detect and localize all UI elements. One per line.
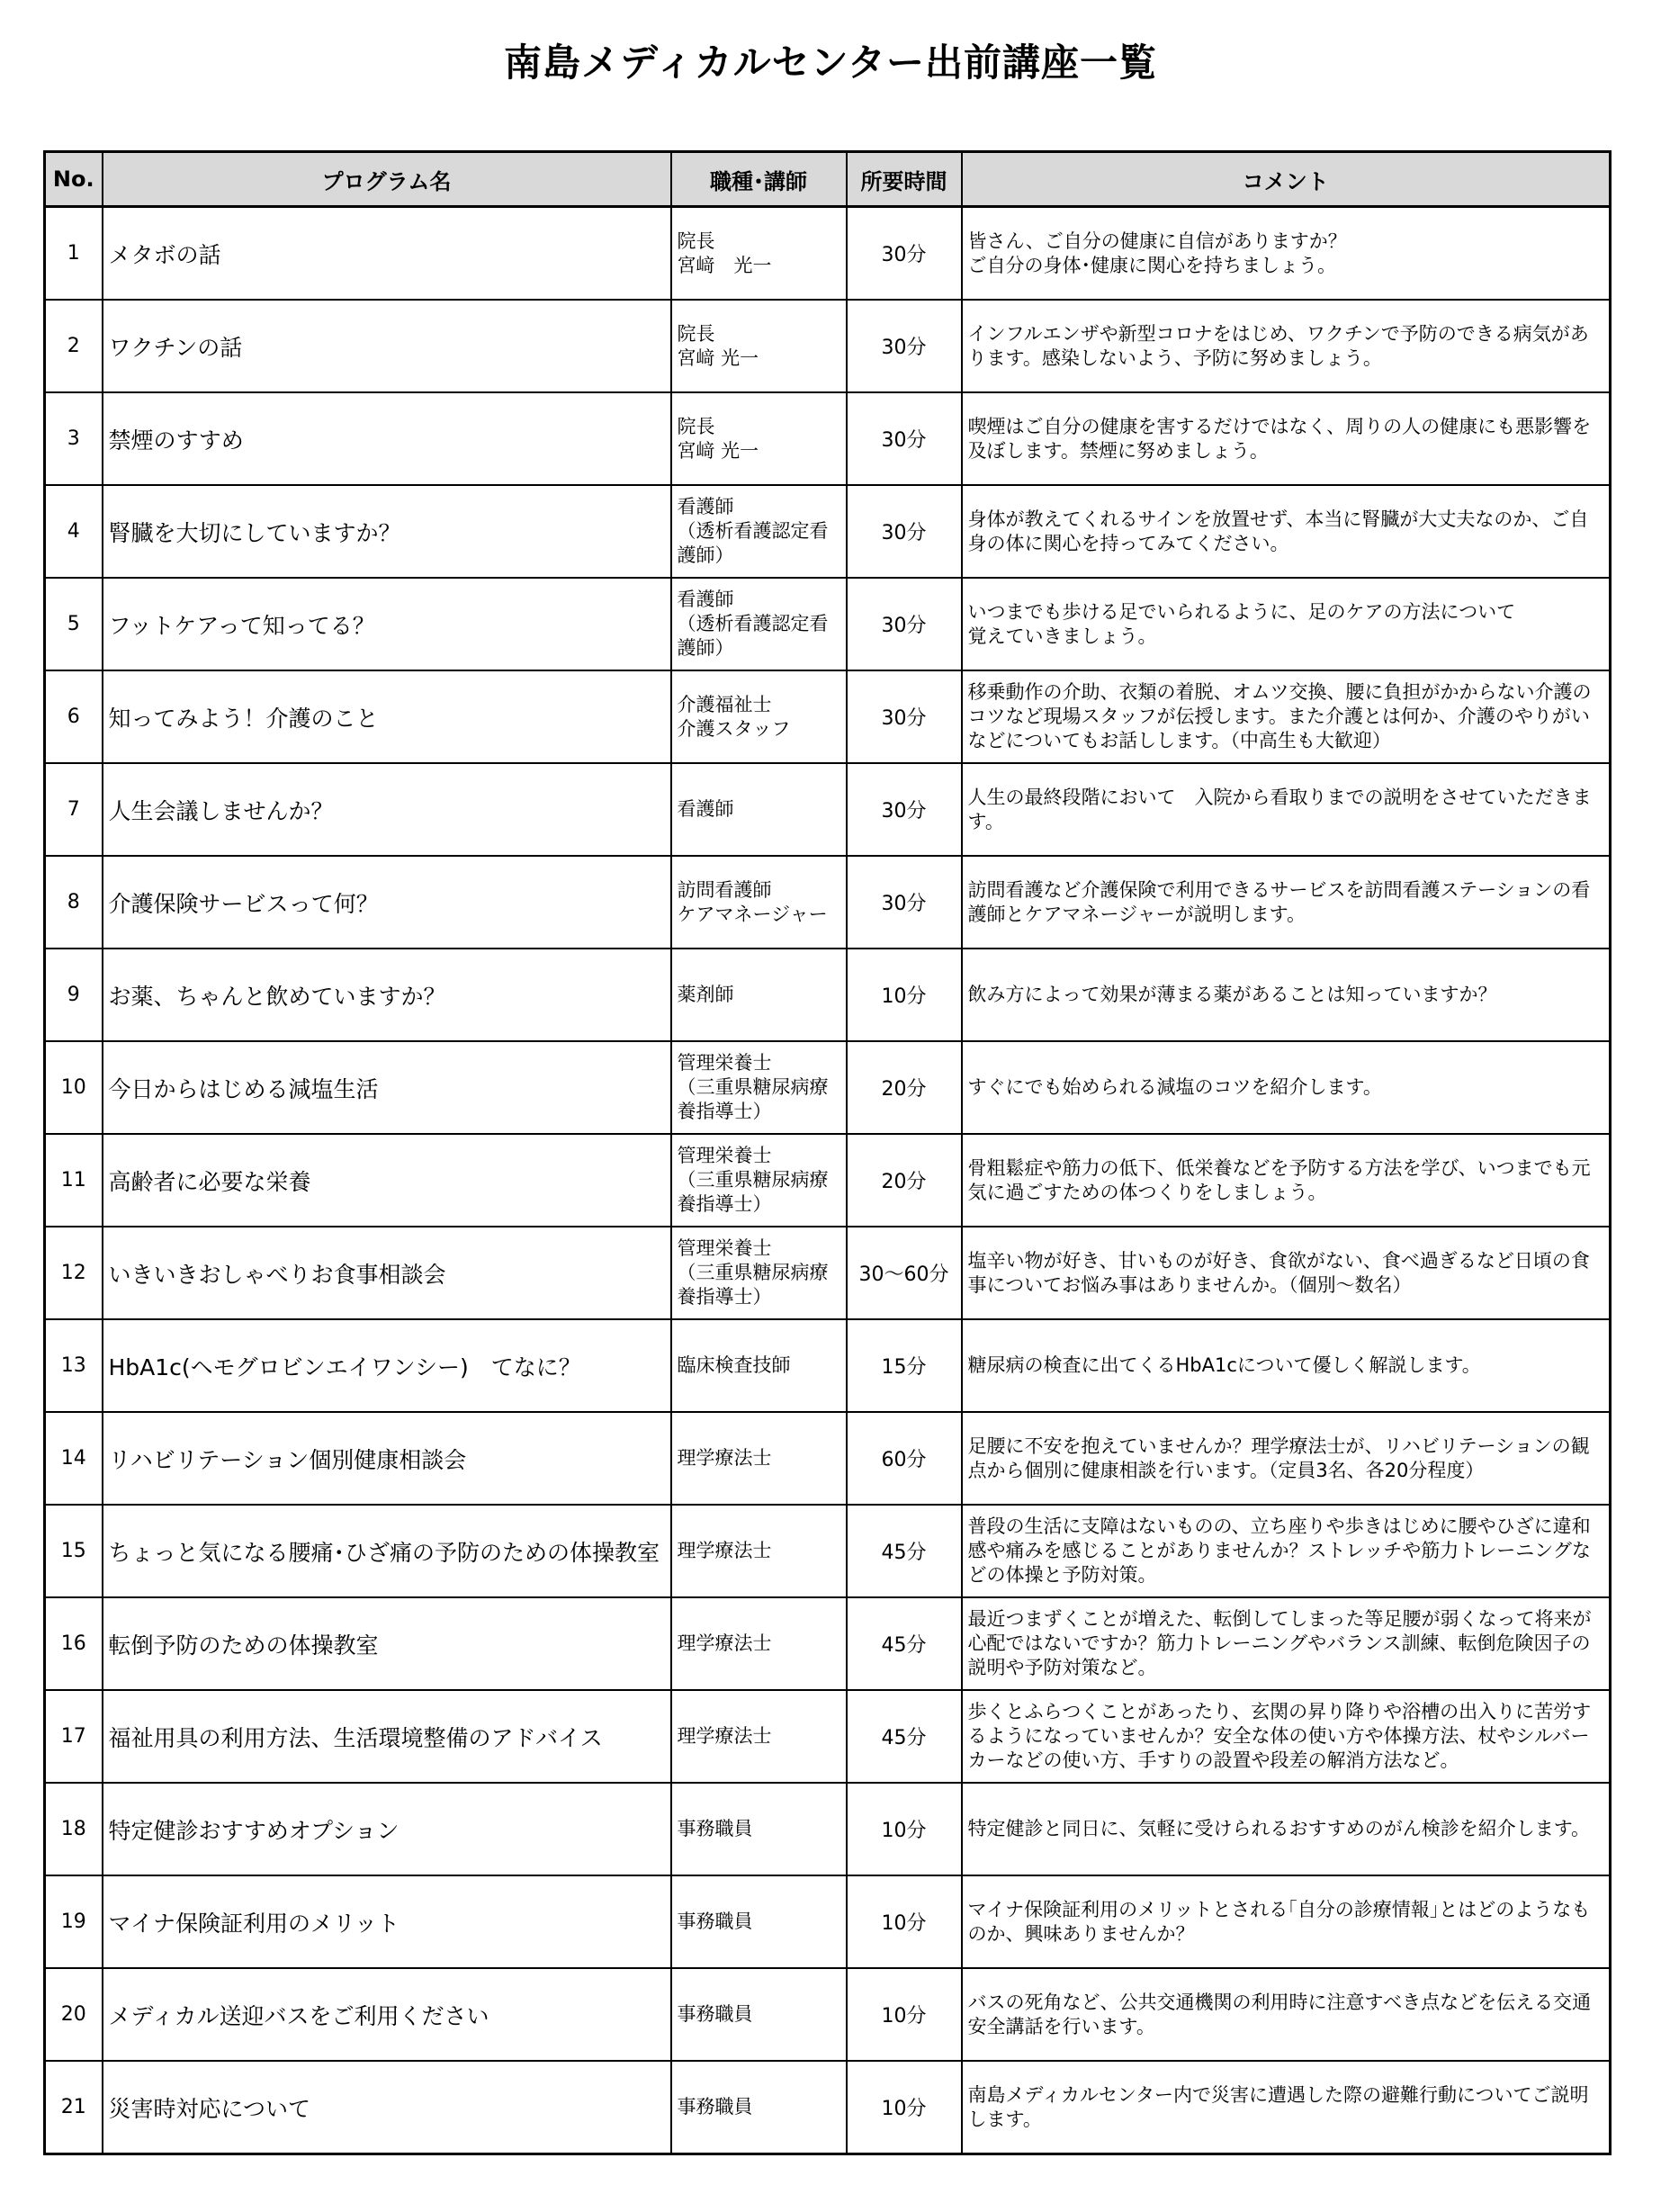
row-number-cell: 6 bbox=[45, 670, 103, 763]
instructor-cell: 理学療法士 bbox=[671, 1597, 847, 1690]
comment-cell: 身体が教えてくれるサインを放置せず、本当に腎臓が大丈夫なのか、ご自身の体に関心を持ってみてください。 bbox=[962, 485, 1611, 578]
comment-cell: 皆さん、ご自分の健康に自信がありますか？ ご自分の身体･健康に関心を持ちましょう。 bbox=[962, 207, 1611, 301]
instructor-cell: 院長 宮﨑 光一 bbox=[671, 392, 847, 485]
table-row bbox=[45, 1968, 1611, 2061]
program-name-cell: 知ってみよう！介護のこと bbox=[103, 670, 671, 763]
instructor-cell: 看護師 （透析看護認定看護師） bbox=[671, 485, 847, 578]
comment-cell: 足腰に不安を抱えていませんか？理学療法士が、リハビリテーションの観点から個別に健康相談を行います。（定員3名、各20分程度） bbox=[962, 1412, 1611, 1505]
table-row bbox=[45, 763, 1611, 856]
program-name-cell: ワクチンの話 bbox=[103, 300, 671, 392]
instructor-cell: 事務職員 bbox=[671, 2061, 847, 2154]
table-row bbox=[45, 392, 1611, 485]
table-row bbox=[45, 949, 1611, 1041]
program-name-cell: 福祉用具の利用方法、生活環境整備のアドバイス bbox=[103, 1690, 671, 1783]
row-number-cell: 2 bbox=[45, 300, 103, 392]
instructor-cell: 臨床検査技師 bbox=[671, 1319, 847, 1412]
header-instructor: 職種･講師 bbox=[671, 152, 847, 207]
table-row bbox=[45, 1505, 1611, 1597]
instructor-cell: 事務職員 bbox=[671, 1968, 847, 2061]
table-row bbox=[45, 856, 1611, 949]
duration-cell: 30分 bbox=[847, 300, 962, 392]
row-number-cell: 15 bbox=[45, 1505, 103, 1597]
duration-cell: 45分 bbox=[847, 1505, 962, 1597]
row-number-cell: 21 bbox=[45, 2061, 103, 2154]
comment-cell: 喫煙はご自分の健康を害するだけではなく、周りの人の健康にも悪影響を及ぼします。禁煙に努めましょう。 bbox=[962, 392, 1611, 485]
program-name-cell: メディカル送迎バスをご利用ください bbox=[103, 1968, 671, 2061]
comment-cell: 糖尿病の検査に出てくるHbA1cについて優しく解説します。 bbox=[962, 1319, 1611, 1412]
program-name-cell: お薬、ちゃんと飲めていますか？ bbox=[103, 949, 671, 1041]
program-name-cell: ちょっと気になる腰痛･ひざ痛の予防のための体操教室 bbox=[103, 1505, 671, 1597]
row-number-cell: 3 bbox=[45, 392, 103, 485]
row-number-cell: 19 bbox=[45, 1875, 103, 1968]
duration-cell: 10分 bbox=[847, 1875, 962, 1968]
program-name-cell: メタボの話 bbox=[103, 207, 671, 301]
row-number-cell: 12 bbox=[45, 1227, 103, 1319]
comment-cell: 特定健診と同日に、気軽に受けられるおすすめのがん検診を紹介します。 bbox=[962, 1783, 1611, 1875]
duration-cell: 10分 bbox=[847, 949, 962, 1041]
comment-cell: インフルエンザや新型コロナをはじめ、ワクチンで予防のできる病気があります。感染しないよう、予防に努めましょう。 bbox=[962, 300, 1611, 392]
comment-cell: 飲み方によって効果が薄まる薬があることは知っていますか？ bbox=[962, 949, 1611, 1041]
row-number-cell: 1 bbox=[45, 207, 103, 301]
instructor-cell: 院長 宮﨑 光一 bbox=[671, 207, 847, 301]
lecture-table bbox=[43, 150, 1612, 2155]
duration-cell: 45分 bbox=[847, 1690, 962, 1783]
row-number-cell: 11 bbox=[45, 1134, 103, 1227]
comment-cell: 南島メディカルセンター内で災害に遭遇した際の避難行動についてご説明します。 bbox=[962, 2061, 1611, 2154]
table-row bbox=[45, 1597, 1611, 1690]
page-title: 南島メディカルセンター出前講座一覧 bbox=[504, 40, 1157, 85]
program-name-cell: 転倒予防のための体操教室 bbox=[103, 1597, 671, 1690]
instructor-cell: 薬剤師 bbox=[671, 949, 847, 1041]
comment-cell: マイナ保険証利用のメリットとされる｢自分の診療情報｣とはどのようなものか、興味ありませんか？ bbox=[962, 1875, 1611, 1968]
duration-cell: 20分 bbox=[847, 1041, 962, 1134]
duration-cell: 10分 bbox=[847, 1968, 962, 2061]
instructor-cell: 事務職員 bbox=[671, 1875, 847, 1968]
table-body bbox=[45, 207, 1611, 2154]
instructor-cell: 看護師 bbox=[671, 763, 847, 856]
comment-cell: すぐにでも始められる減塩のコツを紹介します。 bbox=[962, 1041, 1611, 1134]
duration-cell: 30分 bbox=[847, 578, 962, 670]
duration-cell: 20分 bbox=[847, 1134, 962, 1227]
duration-cell: 15分 bbox=[847, 1319, 962, 1412]
program-name-cell: フットケアって知ってる？ bbox=[103, 578, 671, 670]
instructor-cell: 管理栄養士 （三重県糖尿病療養指導士） bbox=[671, 1134, 847, 1227]
program-name-cell: 腎臓を大切にしていますか？ bbox=[103, 485, 671, 578]
program-name-cell: 高齢者に必要な栄養 bbox=[103, 1134, 671, 1227]
comment-cell: バスの死角など、公共交通機関の利用時に注意すべき点などを伝える交通安全講話を行います。 bbox=[962, 1968, 1611, 2061]
table-row bbox=[45, 2061, 1611, 2154]
row-number-cell: 7 bbox=[45, 763, 103, 856]
header-duration: 所要時間 bbox=[847, 152, 962, 207]
header-no: No. bbox=[45, 152, 103, 207]
comment-cell: 塩辛い物が好き、甘いものが好き、食欲がない、食べ過ぎるなど日頃の食事についてお悩み事はありませんか。（個別～数名） bbox=[962, 1227, 1611, 1319]
table-row bbox=[45, 1690, 1611, 1783]
table-row bbox=[45, 1227, 1611, 1319]
duration-cell: 30～60分 bbox=[847, 1227, 962, 1319]
table-row bbox=[45, 300, 1611, 392]
header-program: プログラム名 bbox=[103, 152, 671, 207]
row-number-cell: 8 bbox=[45, 856, 103, 949]
header-comment: コメント bbox=[962, 152, 1611, 207]
comment-cell: 訪問看護など介護保険で利用できるサービスを訪問看護ステーションの看護師とケアマネージャーが説明します。 bbox=[962, 856, 1611, 949]
instructor-cell: 理学療法士 bbox=[671, 1412, 847, 1505]
row-number-cell: 9 bbox=[45, 949, 103, 1041]
table-row bbox=[45, 1134, 1611, 1227]
duration-cell: 30分 bbox=[847, 670, 962, 763]
instructor-cell: 院長 宮﨑 光一 bbox=[671, 300, 847, 392]
comment-cell: 最近つまずくことが増えた、転倒してしまった等足腰が弱くなって将来が心配ではないですか？筋力トレーニングやバランス訓練、転倒危険因子の説明や予防対策など。 bbox=[962, 1597, 1611, 1690]
duration-cell: 30分 bbox=[847, 856, 962, 949]
instructor-cell: 訪問看護師 ケアマネージャー bbox=[671, 856, 847, 949]
table-row bbox=[45, 1319, 1611, 1412]
comment-cell: 移乗動作の介助、衣類の着脱、オムツ交換、腰に負担がかからない介護のコツなど現場スタッフが伝授します。また介護とは何か、介護のやりがいなどについてもお話しします。（中高生も大歓迎） bbox=[962, 670, 1611, 763]
row-number-cell: 14 bbox=[45, 1412, 103, 1505]
row-number-cell: 5 bbox=[45, 578, 103, 670]
program-name-cell: 介護保険サービスって何？ bbox=[103, 856, 671, 949]
comment-cell: いつまでも歩ける足でいられるように、足のケアの方法について 覚えていきましょう。 bbox=[962, 578, 1611, 670]
duration-cell: 60分 bbox=[847, 1412, 962, 1505]
table-row bbox=[45, 1041, 1611, 1134]
table-row bbox=[45, 1783, 1611, 1875]
program-name-cell: いきいきおしゃべりお食事相談会 bbox=[103, 1227, 671, 1319]
row-number-cell: 10 bbox=[45, 1041, 103, 1134]
program-name-cell: HbA1c(ヘモグロビンエイワンシー) てなに？ bbox=[103, 1319, 671, 1412]
program-name-cell: 今日からはじめる減塩生活 bbox=[103, 1041, 671, 1134]
row-number-cell: 18 bbox=[45, 1783, 103, 1875]
instructor-cell: 管理栄養士 （三重県糖尿病療養指導士） bbox=[671, 1041, 847, 1134]
instructor-cell: 理学療法士 bbox=[671, 1505, 847, 1597]
table-row bbox=[45, 207, 1611, 301]
instructor-cell: 事務職員 bbox=[671, 1783, 847, 1875]
duration-cell: 30分 bbox=[847, 763, 962, 856]
table-row bbox=[45, 670, 1611, 763]
row-number-cell: 20 bbox=[45, 1968, 103, 2061]
row-number-cell: 13 bbox=[45, 1319, 103, 1412]
duration-cell: 45分 bbox=[847, 1597, 962, 1690]
instructor-cell: 理学療法士 bbox=[671, 1690, 847, 1783]
row-number-cell: 16 bbox=[45, 1597, 103, 1690]
program-name-cell: リハビリテーション個別健康相談会 bbox=[103, 1412, 671, 1505]
instructor-cell: 介護福祉士 介護スタッフ bbox=[671, 670, 847, 763]
instructor-cell: 看護師 （透析看護認定看護師） bbox=[671, 578, 847, 670]
table-row bbox=[45, 1875, 1611, 1968]
program-name-cell: 災害時対応について bbox=[103, 2061, 671, 2154]
table-row bbox=[45, 1412, 1611, 1505]
duration-cell: 30分 bbox=[847, 207, 962, 301]
table-header-row bbox=[45, 152, 1611, 207]
duration-cell: 10分 bbox=[847, 1783, 962, 1875]
program-name-cell: 禁煙のすすめ bbox=[103, 392, 671, 485]
instructor-cell: 管理栄養士 （三重県糖尿病療養指導士） bbox=[671, 1227, 847, 1319]
table-row bbox=[45, 578, 1611, 670]
duration-cell: 30分 bbox=[847, 485, 962, 578]
duration-cell: 10分 bbox=[847, 2061, 962, 2154]
duration-cell: 30分 bbox=[847, 392, 962, 485]
program-name-cell: 人生会議しませんか？ bbox=[103, 763, 671, 856]
row-number-cell: 17 bbox=[45, 1690, 103, 1783]
row-number-cell: 4 bbox=[45, 485, 103, 578]
comment-cell: 普段の生活に支障はないものの、立ち座りや歩きはじめに腰やひざに違和感や痛みを感じることがありませんか？ストレッチや筋力トレーニングなどの体操と予防対策。 bbox=[962, 1505, 1611, 1597]
comment-cell: 人生の最終段階において 入院から看取りまでの説明をさせていただきます。 bbox=[962, 763, 1611, 856]
program-name-cell: マイナ保険証利用のメリット bbox=[103, 1875, 671, 1968]
program-name-cell: 特定健診おすすめオプション bbox=[103, 1783, 671, 1875]
table-row bbox=[45, 485, 1611, 578]
comment-cell: 骨粗鬆症や筋力の低下、低栄養などを予防する方法を学び、いつまでも元気に過ごすための体つくりをしましょう。 bbox=[962, 1134, 1611, 1227]
comment-cell: 歩くとふらつくことがあったり、玄関の昇り降りや浴槽の出入りに苦労するようになっていませんか？安全な体の使い方や体操方法、杖やシルバーカーなどの使い方、手すりの設置や段差の解消方法など。 bbox=[962, 1690, 1611, 1783]
